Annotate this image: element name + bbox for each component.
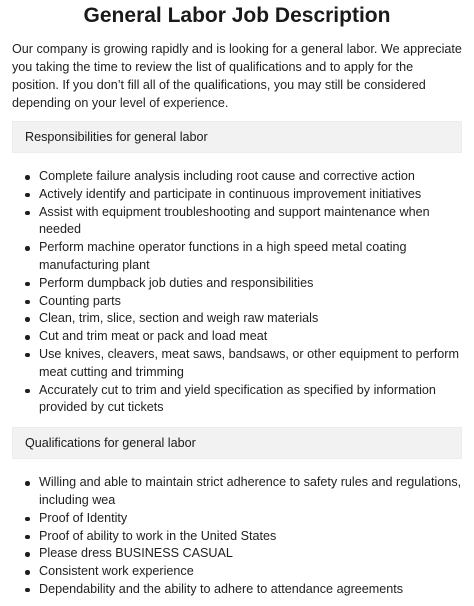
list-item: Proof of ability to work in the United States (12, 528, 462, 546)
list-item: Willing and able to maintain strict adherence to safety rules and regulations, including wea (12, 474, 462, 510)
list-item: Use knives, cleavers, meat saws, bandsaws, or other equipment to perform meat cutting and trimming (12, 346, 462, 382)
list-item: Proof of Identity (12, 510, 462, 528)
list-item: Counting parts (12, 293, 462, 311)
list-item: Clean, trim, slice, section and weigh raw materials (12, 310, 462, 328)
responsibilities-list (12, 168, 462, 417)
responsibilities-header: Responsibilities for general labor (12, 121, 462, 153)
qualifications-header: Qualifications for general labor (12, 427, 462, 459)
intro-paragraph: Our company is growing rapidly and is looking for a general labor. We appreciate you taking the time to review the list of qualifications and to apply for the position. If you don’t fill all of the qualifications, you may still be considered depending on your level of experience. (12, 42, 462, 110)
list-item: Accurately cut to trim and yield specification as specified by information provided by cut tickets (12, 382, 462, 418)
list-item: Perform dumpback job duties and responsibilities (12, 275, 462, 293)
qualifications-list (12, 474, 462, 599)
list-item: Consistent work experience (12, 563, 462, 581)
list-item: Please dress BUSINESS CASUAL (12, 545, 462, 563)
list-item: Assist with equipment troubleshooting and support maintenance when needed (12, 204, 462, 240)
list-item: Perform machine operator functions in a high speed metal coating manufacturing plant (12, 239, 462, 275)
page-title: General Labor Job Description (83, 4, 391, 27)
list-item: Actively identify and participate in continuous improvement initiatives (12, 186, 462, 204)
list-item: Complete failure analysis including root cause and corrective action (12, 168, 462, 186)
list-item: Cut and trim meat or pack and load meat (12, 328, 462, 346)
list-item: Dependability and the ability to adhere to attendance agreements (12, 581, 462, 599)
